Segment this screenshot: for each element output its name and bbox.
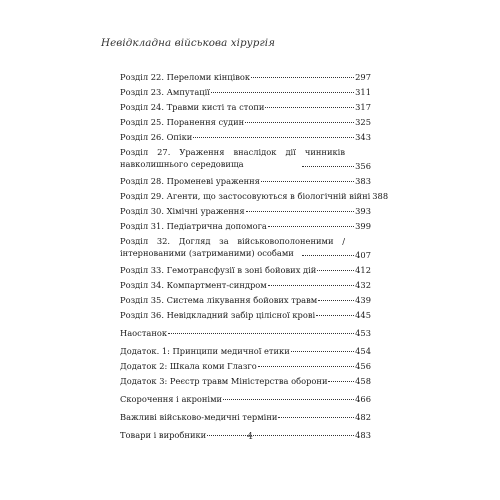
toc-entry-title: Розділ 29. Агенти, що застосовуються в біологічній війні bbox=[120, 191, 371, 201]
dot-leader bbox=[316, 315, 354, 316]
toc-entry-title: Додаток. 1: Принципи медичної етики bbox=[120, 346, 290, 356]
dot-leader bbox=[168, 333, 354, 334]
toc-entry-page: 412 bbox=[355, 265, 371, 275]
toc-entry-page: 456 bbox=[355, 361, 371, 371]
toc-entry-title: Розділ 27. Ураження внаслідок дії чинників навколишнього середовища bbox=[120, 147, 345, 169]
toc-entry bbox=[120, 326, 371, 341]
toc-entry bbox=[120, 234, 371, 263]
toc-entry-page: 297 bbox=[355, 72, 371, 82]
toc-entry bbox=[120, 85, 371, 100]
toc-entry-title: Розділ 26. Опіки bbox=[120, 132, 193, 142]
dot-leader bbox=[258, 366, 354, 367]
toc-entry bbox=[120, 130, 371, 145]
toc-entry bbox=[120, 278, 371, 293]
toc-entry-page: 483 bbox=[355, 430, 371, 440]
toc-entry-title: Важливі військово-медичні терміни bbox=[120, 412, 278, 422]
toc-entry bbox=[120, 392, 371, 407]
dot-leader bbox=[223, 399, 354, 400]
toc-entry-page: 393 bbox=[355, 206, 371, 216]
toc-entry-title: Розділ 35. Система лікування бойових травм bbox=[120, 295, 318, 305]
dot-leader bbox=[211, 92, 354, 93]
toc-entry-title: Розділ 24. Травми кисті та стопи bbox=[120, 102, 265, 112]
dot-leader bbox=[291, 351, 354, 352]
toc-entry-page: 453 bbox=[355, 328, 371, 338]
toc-entry-page: 458 bbox=[355, 376, 371, 386]
toc-entry-title: Розділ 30. Хімічні ураження bbox=[120, 206, 245, 216]
toc-entry bbox=[120, 70, 371, 85]
toc-entry-title: Розділ 32. Догляд за військовополоненими / інтернованими (затриманими) особами bbox=[120, 236, 345, 258]
toc-entry-title: Товари і виробники bbox=[120, 430, 207, 440]
toc-entry bbox=[120, 115, 371, 130]
dot-leader bbox=[193, 137, 354, 138]
toc-entry bbox=[120, 219, 371, 234]
dot-leader bbox=[251, 77, 354, 78]
dot-leader bbox=[317, 270, 354, 271]
toc-entry bbox=[120, 189, 389, 204]
dot-leader bbox=[268, 285, 354, 286]
toc-entry-page: 432 bbox=[355, 280, 371, 290]
toc-entry-title: Розділ 34. Компартмент-синдром bbox=[120, 280, 267, 290]
toc-entry bbox=[120, 374, 371, 389]
toc-entry bbox=[120, 410, 371, 425]
toc-entry-page: 482 bbox=[355, 412, 371, 422]
dot-leader bbox=[268, 226, 354, 227]
toc-entry-title: Скорочення і акроніми bbox=[120, 394, 223, 404]
toc-entry bbox=[120, 308, 371, 323]
toc-entry bbox=[120, 263, 371, 278]
toc-entry-title: Розділ 31. Педіатрична допомога bbox=[120, 221, 267, 231]
toc-entry-title: Розділ 23. Ампутації bbox=[120, 87, 210, 97]
toc-entry-title: Розділ 25. Поранення судин bbox=[120, 117, 245, 127]
toc-entry-title: Наостанок bbox=[120, 328, 168, 338]
toc-entry-page: 383 bbox=[355, 176, 371, 186]
toc-entry-page: 317 bbox=[355, 102, 371, 112]
toc-entry-page: 439 bbox=[355, 295, 371, 305]
dot-leader bbox=[278, 417, 354, 418]
toc-entry bbox=[120, 204, 371, 219]
table-of-contents bbox=[120, 70, 389, 443]
toc-entry-page: 325 bbox=[355, 117, 371, 127]
toc-entry-title: Додаток 3: Реєстр травм Міністерства оборони bbox=[120, 376, 328, 386]
toc-entry bbox=[120, 145, 371, 174]
dot-leader bbox=[318, 300, 354, 301]
toc-entry-title: Розділ 28. Променеві ураження bbox=[120, 176, 260, 186]
toc-entry-title: Додаток 2: Шкала коми Глазго bbox=[120, 361, 257, 371]
toc-entry bbox=[120, 100, 371, 115]
dot-leader bbox=[245, 122, 354, 123]
dot-leader bbox=[302, 166, 354, 167]
toc-entry bbox=[120, 359, 371, 374]
dot-leader bbox=[302, 255, 354, 256]
toc-entry bbox=[120, 293, 371, 308]
toc-entry-title: Розділ 22. Переломи кінцівок bbox=[120, 72, 251, 82]
page-number: 4 bbox=[247, 432, 253, 442]
toc-entry-title: Розділ 36. Невідкладний забір цілісної крові bbox=[120, 310, 316, 320]
toc-entry bbox=[120, 344, 371, 359]
running-header: Невідкладна військова хірургія bbox=[101, 37, 276, 49]
toc-entry-page: 356 bbox=[355, 161, 371, 171]
toc-entry-page: 466 bbox=[355, 394, 371, 404]
toc-entry-page: 445 bbox=[355, 310, 371, 320]
toc-entry bbox=[120, 174, 371, 189]
dot-leader bbox=[328, 381, 354, 382]
dot-leader bbox=[261, 181, 354, 182]
dot-leader bbox=[265, 107, 354, 108]
toc-entry-title: Розділ 33. Гемотрансфузії в зоні бойових дій bbox=[120, 265, 317, 275]
toc-entry-page: 388 bbox=[372, 191, 389, 201]
toc-entry-page: 343 bbox=[355, 132, 371, 142]
dot-leader bbox=[246, 211, 355, 212]
toc-entry-page: 407 bbox=[355, 250, 371, 260]
toc-entry-page: 399 bbox=[355, 221, 371, 231]
toc-entry-page: 311 bbox=[355, 87, 371, 97]
toc-entry-page: 454 bbox=[355, 346, 371, 356]
